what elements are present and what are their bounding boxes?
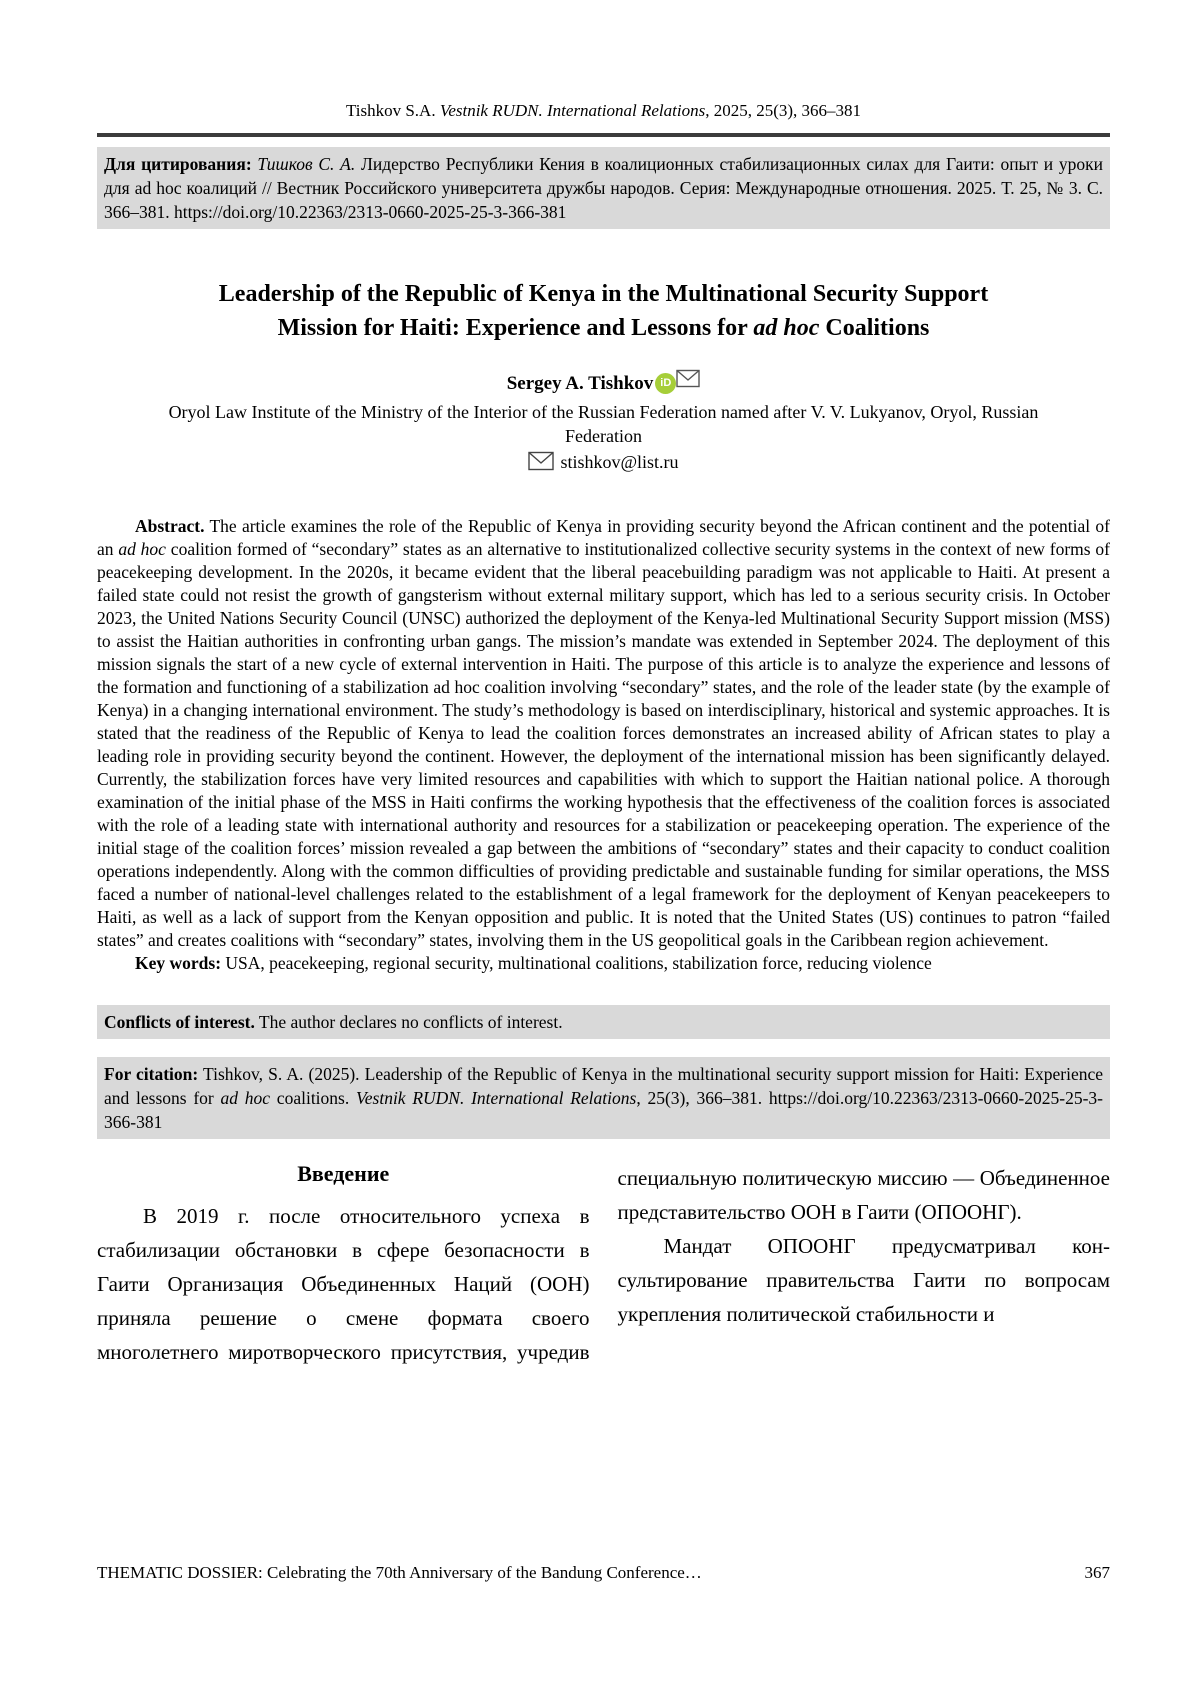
conflicts-of-interest-block <box>97 1005 1110 1039</box>
for-citation-label: For citation: <box>104 1064 199 1084</box>
abstract-text-2: coalition formed of “secondary” states as an alternative to institutionalized collective security systems in the context of new forms of peacekeeping development. In the 2020s, it became evident that the liberal peacebuilding paradigm was not applicable to Haiti. At present a failed state could not resist the growth of gangsterism without external military support, which has led to a serious security crisis. In October 2023, the United Nations Security Council (UNSC) authorized the deployment of the Kenya-led Multinational Security Support mission (MSS) to assist the Haitian authorities in confronting urban gangs. The mission’s mandate was extended in September 2024. The deployment of this mission signals the start of a new cycle of external intervention in Haiti. The purpose of this article is to analyze the experience and lessons of the formation and functioning of a stabilization ad hoc coalition involving “secondary” states, and the role of the leader state (by the example of Kenya) in a changing international environment. The study’s methodology is based on interdisciplinary, historical and systemic approaches. It is stated that the readiness of the Republic of Kenya to lead the coalition forces demonstrates an increased ability of African states to play a leading role in providing security beyond the continent. However, the deployment of the international mission has been significantly delayed. Currently, the stabilization forces have very limited resources and capabilities with which to support the Haitian national police. A thorough examination of the initial phase of the MSS in Haiti confirms the working hypothesis that the effectiveness of the coalition forces is associated with the role of a leading state with international authority and resources for a stabilization or peacekeeping operation. The experience of the initial stage of the coalition forces’ mission revealed a gap between the ambitions of “secondary” states and their capacity to conduct coalition operations independently. Along with the common difficulties of providing predictable and sustainable funding for similar operations, the MSS faced a number of national-level challenges related to the establishment of a legal framework for the deployment of Kenyan peacekeepers to Haiti, as well as a lack of support from the Kenyan opposition and public. It is noted that the United States (US) continues to patron “failed states” and creates coalitions with “secondary” states, involving them in the US geopolitical goals in the Caribbean region achievement. <box>97 539 1110 950</box>
running-header <box>97 0 1110 121</box>
citation-ru-doi-link[interactable]: https://doi.org/10.22363/2313-0660-2025-25-3-366-381 <box>174 202 567 222</box>
abstract-italic-adhoc: ad hoc <box>118 539 166 559</box>
for-citation-italic-adhoc: ad hoc <box>220 1088 271 1108</box>
for-citation-text-3: , 25(3), 366–381. <box>636 1088 769 1108</box>
for-citation-block <box>97 1057 1110 1139</box>
conflicts-text: The author declares no conflicts of interest. <box>254 1012 563 1032</box>
citation-ru-text: Лидерство Республики Кения в коалиционных стабилизационных силах для Гаити: опыт и уроки для ad hoc коалиций // Вестник Российского университета дружбы народов. Серия: Международные отношения. 2025. Т. 25, № 3. С. 366–381. <box>104 154 1103 222</box>
abstract-section <box>97 515 1110 975</box>
abstract-paragraph <box>97 515 1110 952</box>
citation-ru-label: Для цитирования: <box>104 154 258 174</box>
running-header-journal: Vestnik RUDN. International Relations <box>439 101 706 120</box>
citation-ru-author: Тишков С. А. <box>257 154 361 174</box>
author-affiliation: Oryol Law Institute of the Ministry of the Interior of the Russian Federation named after V. V. Lukyanov, Oryol, Russian Federation <box>168 402 1039 446</box>
email-row <box>97 451 1110 473</box>
author-name: Sergey A. Tishkov <box>506 373 654 394</box>
for-citation-journal: Vestnik RUDN. International Relations <box>356 1088 637 1108</box>
keywords-paragraph <box>97 952 1110 975</box>
running-header-tail: , 2025, 25(3), 366–381 <box>705 101 862 120</box>
keywords-text: USA, peacekeeping, regional security, multinational coalitions, stabilization force, reducing violence <box>221 953 932 973</box>
email-address[interactable]: stishkov@list.ru <box>560 452 679 472</box>
article-title <box>97 277 1110 345</box>
article-title-line-1: Leadership of the Republic of Kenya in the Multinational Security Support <box>218 281 989 307</box>
article-title-line-2-post: Coalitions <box>819 315 930 341</box>
footer-dossier-text: THEMATIC DOSSIER: Celebrating the 70th Anniversary of the Bandung Conference… <box>97 1563 702 1582</box>
abstract-text-1: The article examines the role of the Republic of Kenya in providing security beyond the African continent and the potential of an <box>97 516 1110 559</box>
email-envelope-icon <box>528 451 554 471</box>
article-title-line-2 <box>97 311 1110 345</box>
header-divider <box>97 133 1110 137</box>
introduction-paragraph-2: Мандат ОПООНГ предусматривал консультирование правительства Гаити по вопросам укрепления политической стабильности и <box>617 1234 1110 1326</box>
introduction-heading: Введение <box>297 1161 390 1186</box>
page-footer <box>97 1563 1110 1583</box>
keywords-label: Key words: <box>135 953 222 973</box>
orcid-icon[interactable]: iD <box>655 373 676 394</box>
author-email-envelope-icon[interactable] <box>676 369 700 388</box>
for-citation-text-2: coalitions. <box>270 1088 356 1108</box>
author-row <box>97 369 1110 395</box>
conflicts-label: Conflicts of interest. <box>104 1012 255 1032</box>
abstract-label: Abstract. <box>135 516 205 536</box>
for-citation-doi-link[interactable]: https://doi.org/10.22363/2313-0660-2025-25-3-366-381 <box>104 1088 1103 1132</box>
introduction-section <box>97 1161 1110 1377</box>
article-title-line-2-italic: ad hoc <box>753 315 820 341</box>
citation-ru-block <box>97 147 1110 229</box>
running-header-author: Tishkov S.A. <box>345 101 440 120</box>
page-number: 367 <box>1084 1563 1110 1582</box>
article-title-line-2-pre: Mission for Haiti: Experience and Lessons for <box>277 315 754 341</box>
introduction-paragraph-1: В 2019 г. после относительного успеха в стабилизации обстановки в сфере безопасности в Гаити Организация Объединенных Наций (ООН) приняла решение о смене формата своего многолетнего миротворческого присутствия, учредив специальную политическую миссию — Объединенное представительство ООН в Гаити (ОПООНГ). <box>97 1166 1110 1364</box>
for-citation-text-1: Tishkov, S. A. (2025). Leadership of the Republic of Kenya in the multinational security support mission for Haiti: Experience and lessons for <box>104 1064 1103 1108</box>
